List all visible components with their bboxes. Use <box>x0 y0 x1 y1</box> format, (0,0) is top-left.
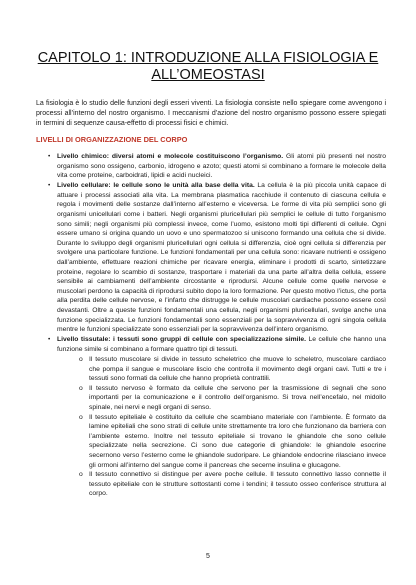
sublist-item-muscolare <box>36 355 386 384</box>
sublist-item-text: Il tessuto connettivo si distingue per avere poche cellule. Il tessuto connettivo lasso connette il tessuto epiteliale con le strutture sottostanti come i tendini; il tessuto osseo conferisce struttura al corpo. <box>89 471 386 498</box>
circle-bullet-icon: o <box>79 355 83 363</box>
list-item-text: Le cellule che hanno una funzione simile si combinano a formare quattro tipi di tessuti. <box>57 336 386 353</box>
page-number: 5 <box>206 553 210 560</box>
circle-bullet-icon: o <box>79 413 83 421</box>
list-item-heading: Livello chimico: diversi atomi e molecole costituiscono l’organismo. <box>57 153 284 160</box>
list-item-cellulare <box>36 181 386 335</box>
chapter-title-line-1: CAPITOLO 1: INTRODUZIONE ALLA FISIOLOGIA E <box>37 50 379 66</box>
circle-bullet-icon: o <box>79 471 83 479</box>
bullet-icon: • <box>48 336 51 344</box>
bullet-icon: • <box>48 153 51 160</box>
content-list <box>36 152 386 499</box>
list-item-heading: Livello cellulare: le cellule sono le unità alla base della vita. <box>57 182 255 190</box>
sublist-item-text: Il tessuto nervoso è formato da cellule che servono per la trasmissione di segnali che sono importanti per la comunicazione e il controllo dell’organismo. Si trova nell’encefalo, nel midollo spinale, nei nervi e negli organi di senso. <box>89 384 386 411</box>
sublist-item-text: Il tessuto muscolare si divide in tessuto scheletrico che muove lo scheletro, muscolare cardiaco che pompa il sangue e muscolare liscio che controlla il movimento degli organi cavi. Tutti e tre i tessuti sono formati da cellule che hanno proprietà contrattili. <box>89 355 386 383</box>
list-item-text: La cellula è la più piccola unità capace di attuare i processi associati alla vita. La membrana plasmatica racchiude il contenuto di ciascuna cellula e regola i movimenti delle sostanze dall’interno all’esterno e viceversa. Le forme di vita più semplici sono gli organismi unicellulari come i batteri. Negli organismi pluricellulari più semplici le cellule di tutto l’organismo sono simili; negli organismi più complessi invece, come l’uomo, esistono molti tipi differenti di cellule. Ogni essere umano si origina quando un uovo e uno spermatozoo si uniscono formando una cellula che si divide. Durante lo sviluppo degli organismi pluricellulari ogni cellula si differenzia, cioè ogni cellula si differenzia per svolgere una particolare funzione. Le funzioni fondamentali per una cellula sono: ricavare nutrienti e ossigeno dall’ambiente, effettuare reazioni chimiche per ricavare energia, eliminare i prodotti di scarto, sintetizzare proteine, regolare lo scambio di sostanze, trasportare i materiali da una parte all’altra della cellula, essere sensibile ai cambiamenti dell’ambiente circostante e riprodursi. Alcune cellule come quelle nervose e muscolari perdono la capacità di riprodursi subito dopo la loro formazione. Per questo motivo l’ictus, che porta alla perdita delle cellule nervose, e l’infarto che distrugge le cellule muscolari cardiache possono essere così devastanti. Oltre a queste funzioni fondamentali una cellula, negli organismi pluricellulari, svolge anche una funzione specializzata. Le funzioni fondamentali sono essenziali per la sopravvivenza di ogni singola cellula mentre le funzioni specializzate sono essenziali per la sopravvivenza dell’intero organismo. <box>57 182 386 334</box>
sublist-item-text: Il tessuto epiteliale è costituito da cellule che scambiano materiale con l’ambiente. È formato da lamine epiteliali che sono strati di cellule unite strettamente tra loro che funzionano da barriera con l’ambiente esterno. Inoltre nel tessuto epiteliale si trovano le ghiandole che sono cellule specializzate nella secrezione. Ci sono due categorie di ghiandole: le ghiandole esocrine secernono verso l’esterno come le ghiandole sudoripare. Le ghiandole endocrine rilasciano invece gli ormoni all’interno del sangue come il pancreas che secerne insulina e glucagone. <box>89 413 386 469</box>
sublist-item-connettivo <box>36 470 386 499</box>
list-item-text: Gli atomi più presenti nel nostro organismo sono ossigeno, carbonio, idrogeno e azoto; questi atomi si combinano a formare le molecole della vita come proteine, carboidrati, lipidi e acidi nucleici. <box>57 153 386 180</box>
circle-bullet-icon: o <box>79 384 83 392</box>
sublist-item-nervoso <box>36 384 386 413</box>
bullet-icon: • <box>48 182 51 190</box>
chapter-title <box>0 50 416 84</box>
list-item-tissutale <box>36 335 386 354</box>
section-heading: LIVELLI DI ORGANIZZAZIONE DEL CORPO <box>36 135 188 144</box>
sublist-item-epiteliale <box>36 413 386 471</box>
chapter-title-line-2: ALL’OMEOSTASI <box>151 67 265 83</box>
list-item-chimico <box>36 152 386 181</box>
list-item-heading: Livello tissutale: i tessuti sono gruppi di cellule con specializzazione simile. <box>57 336 307 344</box>
intro-paragraph: La fisiologia è lo studio delle funzioni degli esseri viventi. La fisiologia consiste nello spiegare come avvengono i processi all’interno del nostro organismo. I meccanismi d’azione del nostro organismo possono essere spiegati in termini di sequenze causa-effetto di processi fisici e chimici. <box>36 100 386 128</box>
